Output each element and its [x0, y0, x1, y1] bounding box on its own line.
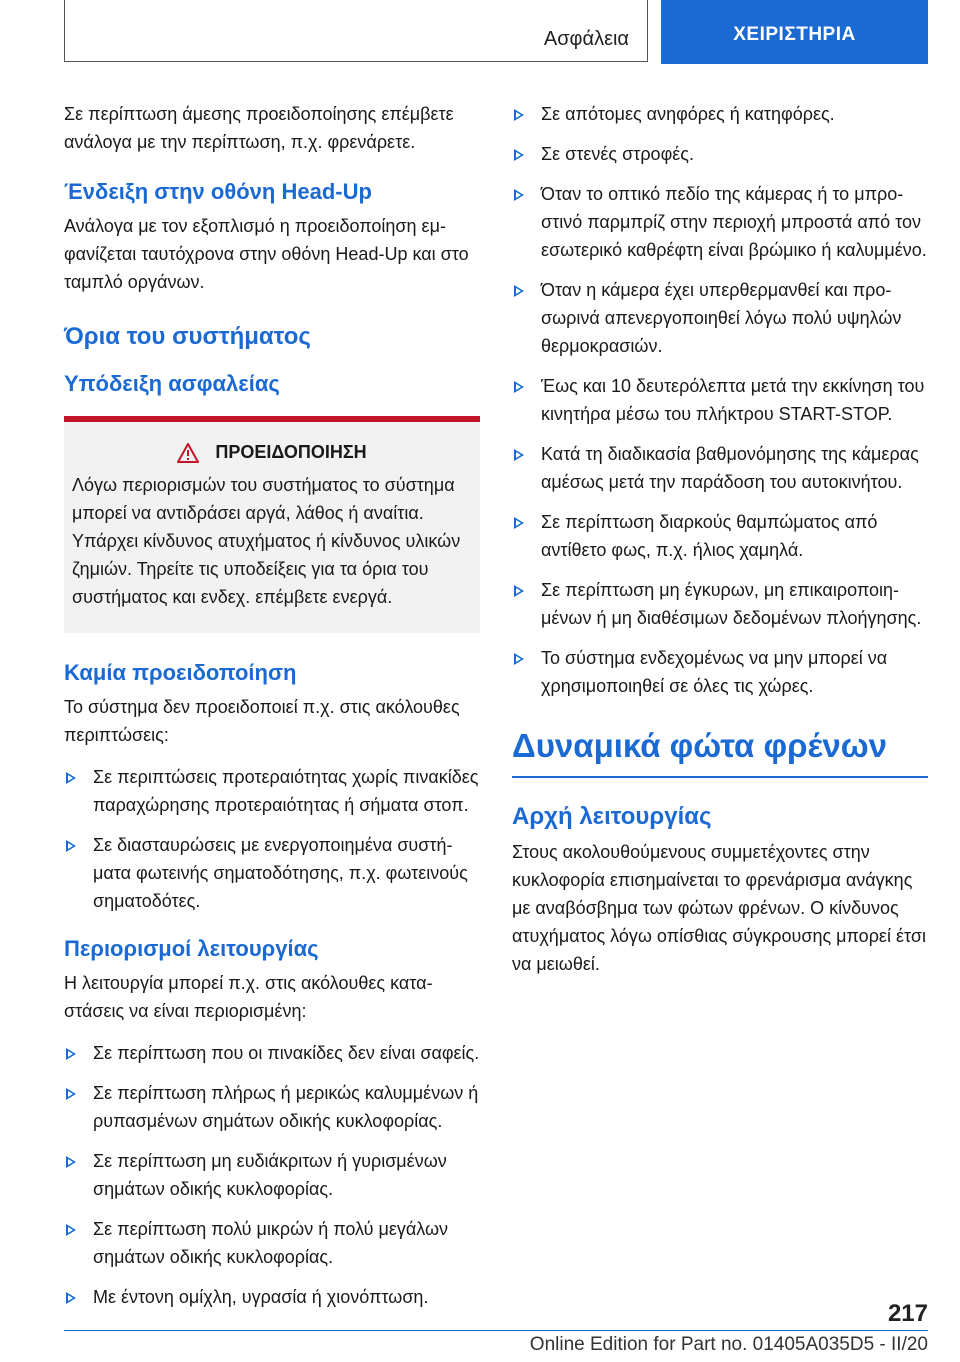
- bullet-triangle-icon: [66, 1292, 76, 1304]
- bullet-triangle-icon: [514, 189, 524, 201]
- page-header: [64, 0, 928, 64]
- no-warning-paragraph: Το σύστημα δεν προειδοποιεί π.χ. στις ακόλουθες περιπτώσεις:: [64, 697, 460, 745]
- page-number: 217: [887, 1300, 928, 1327]
- warning-box: [64, 416, 480, 633]
- function-limits-paragraph: Η λειτουργία μπορεί π.χ. στις ακόλουθες καταστάσεις να είναι περιορισμένη:: [64, 973, 433, 1021]
- list-item: Κατά τη διαδικασία βαθμονόμησης της κάμερας αμέσως μετά την παράδοση του αυτοκινήτου.: [512, 440, 928, 496]
- bullet-triangle-icon: [514, 449, 524, 461]
- heading-no-warning: Καμία προειδοποίηση: [64, 660, 297, 685]
- no-warning-list: [64, 763, 480, 915]
- right-column: [512, 100, 928, 992]
- bullet-triangle-icon: [514, 149, 524, 161]
- list-item: Σε περίπτωση πολύ μικρών ή πολύ μεγάλων σημάτων οδικής κυκλοφορίας.: [64, 1215, 480, 1271]
- list-item: Έως και 10 δευτερόλεπτα μετά την εκκίνηση του κινητήρα μέσω του πλήκτρου START-STOP.: [512, 372, 928, 428]
- warning-header: [72, 442, 472, 463]
- list-item: Σε στενές στροφές.: [512, 140, 928, 168]
- list-item: Όταν το οπτικό πεδίο της κάμερας ή το μπροστινό παρμπρίζ στην περιοχή μπροστά από τον εσωτερικό καθρέφτη είναι βρώμικο ή καλυμμένο.: [512, 180, 928, 264]
- list-item: Το σύστημα ενδεχομένως να μην μπορεί να χρησιμοποιηθεί σε όλες τις χώρες.: [512, 644, 928, 700]
- chapter-tab[interactable]: ΧΕΙΡΙΣΤΗΡΙΑ: [661, 0, 928, 64]
- list-item: Σε διασταυρώσεις με ενεργοποιημένα συστήματα φωτεινής σηματοδότησης, π.χ. φωτεινούς σηματοδότες.: [64, 831, 480, 915]
- heading-system-limits: Όρια του συστήματος: [64, 323, 311, 350]
- heading-dynamic-brake-lights: Δυναμικά φώτα φρένων: [512, 726, 928, 778]
- section-title: Ασφάλεια: [543, 28, 629, 50]
- intro-paragraph: Σε περίπτωση άμεσης προειδοποίησης επέμβετε ανάλογα με την περίπτωση, π.χ. φρενάρετε.: [64, 104, 454, 152]
- warning-text: Λόγω περιορισμών του συστήματος το σύστημα μπορεί να αντιδράσει αργά, λάθος ή αναίτια. Υπάρχει κίνδυνος ατυχήματος ή κίνδυνος υλικών ζημιών. Τηρείτε τις υποδείξεις για τα όρια του συστήματος και ενδεχ. επέμβετε ενεργά.: [72, 475, 461, 607]
- bullet-triangle-icon: [514, 285, 524, 297]
- bullet-triangle-icon: [66, 1156, 76, 1168]
- list-item: Με έντονη ομίχλη, υγρασία ή χιονόπτωση.: [64, 1283, 480, 1311]
- bullet-triangle-icon: [514, 653, 524, 665]
- bullet-triangle-icon: [66, 840, 76, 852]
- section-box: [64, 0, 648, 62]
- bullet-triangle-icon: [66, 1224, 76, 1236]
- list-item: Σε περίπτωση μη ευδιάκριτων ή γυρισμένων σημάτων οδικής κυκλοφορίας.: [64, 1147, 480, 1203]
- bullet-triangle-icon: [514, 381, 524, 393]
- heading-operating-principle: Αρχή λειτουργίας: [512, 803, 712, 830]
- footer-edition: Online Edition for Part no. 01405A035D5 - II/20: [529, 1334, 928, 1355]
- heading-function-limits: Περιορισμοί λειτουργίας: [64, 936, 319, 961]
- function-limits-list: [64, 1039, 480, 1311]
- bullet-triangle-icon: [66, 1088, 76, 1100]
- bullet-triangle-icon: [514, 585, 524, 597]
- headup-paragraph: Ανάλογα με τον εξοπλισμό η προειδοποίηση εμφανίζεται ταυτόχρονα στην οθόνη Head-Up και στο ταμπλό οργάνων.: [64, 216, 469, 292]
- list-item: Σε απότομες ανηφόρες ή κατηφόρες.: [512, 100, 928, 128]
- list-item: Σε περιπτώσεις προτεραιότητας χωρίς πινακίδες παραχώρησης προτεραιότητας ή σήματα στοπ.: [64, 763, 480, 819]
- list-item: Σε περίπτωση διαρκούς θαμπώματος από αντίθετο φως, π.χ. ήλιος χαμηλά.: [512, 508, 928, 564]
- bullet-triangle-icon: [66, 772, 76, 784]
- list-item: Σε περίπτωση μη έγκυρων, μη επικαιροποιημένων ή μη διαθέσιμων δεδομένων πλοήγησης.: [512, 576, 928, 632]
- heading-safety-note: Υπόδειξη ασφαλείας: [64, 371, 280, 396]
- footer-divider: [64, 1330, 928, 1331]
- list-item: Σε περίπτωση που οι πινακίδες δεν είναι σαφείς.: [64, 1039, 480, 1067]
- bullet-triangle-icon: [514, 109, 524, 121]
- limits-continued-list: [512, 100, 928, 700]
- list-item: Σε περίπτωση πλήρως ή μερικώς καλυμμένων ή ρυπασμένων σημάτων οδικής κυκλοφορίας.: [64, 1079, 480, 1135]
- heading-headup: Ένδειξη στην οθόνη Head-Up: [64, 179, 372, 204]
- bullet-triangle-icon: [66, 1048, 76, 1060]
- list-item: Όταν η κάμερα έχει υπερθερμανθεί και προσωρινά απενεργοποιηθεί λόγω πολύ υψηλών θερμοκρασιών.: [512, 276, 928, 360]
- warning-title: ΠΡΟΕΙΔΟΠΟΙΗΣΗ: [215, 442, 367, 462]
- warning-triangle-icon: [177, 443, 199, 463]
- left-column: [64, 100, 480, 1323]
- bullet-triangle-icon: [514, 517, 524, 529]
- principle-paragraph: Στους ακολουθούμενους συμμετέχοντες στην κυκλοφορία επισημαίνεται το φρενάρισμα ανάγκης με αναβόσβημα των φώτων φρένων. Ο κίνδυνος ατυχήματος λόγω οπίσθιας σύγκρουσης μπορεί έτσι να μειωθεί.: [512, 842, 926, 974]
